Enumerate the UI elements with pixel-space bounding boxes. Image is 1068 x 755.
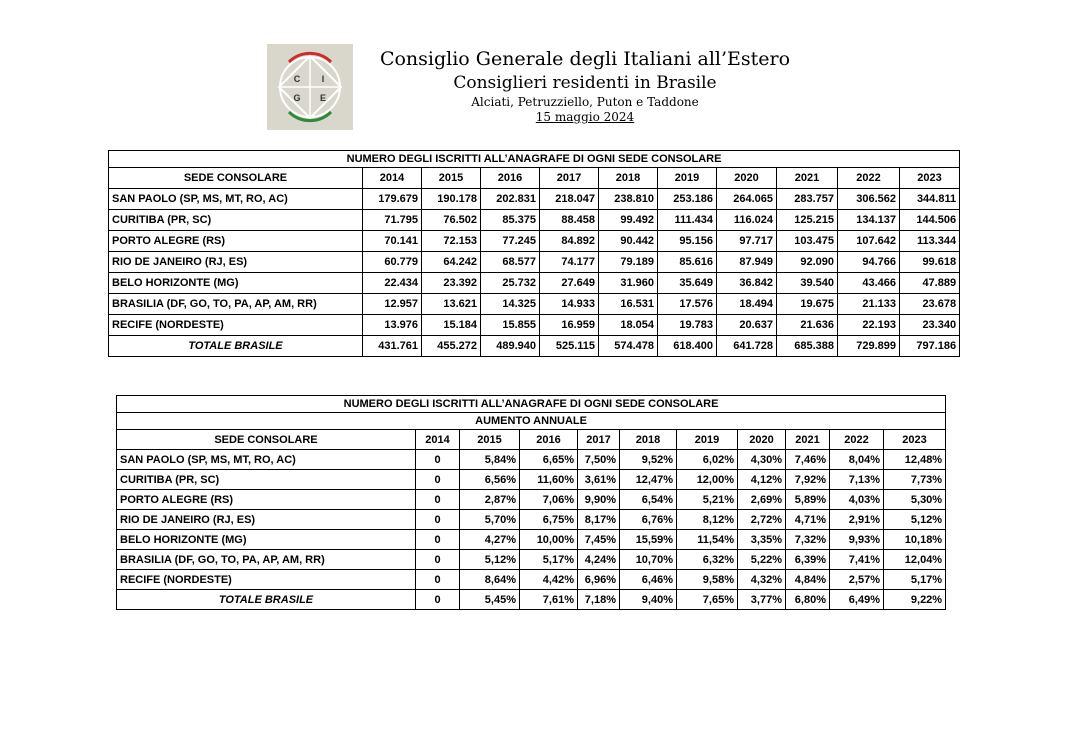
column-header: 2018 [620, 430, 677, 450]
value-cell: 22.434 [363, 273, 422, 294]
value-cell: 72.153 [422, 231, 481, 252]
column-header: 2018 [599, 168, 658, 189]
value-cell: 7,41% [830, 550, 884, 570]
value-cell: 12,47% [620, 470, 677, 490]
value-cell: 7,13% [830, 470, 884, 490]
value-cell: 0 [416, 570, 460, 590]
value-cell: 21.133 [838, 294, 900, 315]
value-cell: 12,48% [884, 450, 946, 470]
value-cell: 9,52% [620, 450, 677, 470]
value-cell: 10,18% [884, 530, 946, 550]
table-row [117, 530, 946, 550]
value-cell: 253.186 [658, 189, 717, 210]
value-cell: 74.177 [540, 252, 599, 273]
value-cell: 16.531 [599, 294, 658, 315]
total-value-cell: 5,45% [460, 590, 520, 610]
table-row [117, 450, 946, 470]
value-cell: 12.957 [363, 294, 422, 315]
value-cell: 10,00% [520, 530, 578, 550]
value-cell: 9,58% [677, 570, 738, 590]
value-cell: 9,90% [578, 490, 620, 510]
column-header: 2021 [777, 168, 838, 189]
value-cell: 2,72% [738, 510, 786, 530]
value-cell: 99.618 [900, 252, 960, 273]
value-cell: 264.065 [717, 189, 777, 210]
value-cell: 190.178 [422, 189, 481, 210]
total-value-cell: 7,65% [677, 590, 738, 610]
value-cell: 18.494 [717, 294, 777, 315]
value-cell: 7,92% [786, 470, 830, 490]
value-cell: 5,17% [520, 550, 578, 570]
value-cell: 0 [416, 550, 460, 570]
value-cell: 68.577 [481, 252, 540, 273]
value-cell: 43.466 [838, 273, 900, 294]
table-row [117, 550, 946, 570]
value-cell: 88.458 [540, 210, 599, 231]
column-header: 2020 [717, 168, 777, 189]
value-cell: 0 [416, 530, 460, 550]
value-cell: 79.189 [599, 252, 658, 273]
value-cell: 8,64% [460, 570, 520, 590]
value-cell: 5,70% [460, 510, 520, 530]
value-cell: 35.649 [658, 273, 717, 294]
value-cell: 10,70% [620, 550, 677, 570]
column-header: 2022 [830, 430, 884, 450]
value-cell: 7,73% [884, 470, 946, 490]
column-header: 2015 [460, 430, 520, 450]
table-row [117, 570, 946, 590]
value-cell: 2,91% [830, 510, 884, 530]
value-cell: 5,84% [460, 450, 520, 470]
total-value-cell: 729.899 [838, 336, 900, 357]
value-cell: 11,60% [520, 470, 578, 490]
value-cell: 116.024 [717, 210, 777, 231]
table-subtitle-row [117, 413, 946, 430]
table-subtitle: AUMENTO ANNUALE [117, 413, 946, 430]
value-cell: 85.616 [658, 252, 717, 273]
value-cell: 4,32% [738, 570, 786, 590]
total-label-cell: TOTALE BRASILE [109, 336, 363, 357]
value-cell: 7,46% [786, 450, 830, 470]
value-cell: 0 [416, 470, 460, 490]
value-cell: 7,45% [578, 530, 620, 550]
value-cell: 3,35% [738, 530, 786, 550]
value-cell: 103.475 [777, 231, 838, 252]
total-value-cell: 9,22% [884, 590, 946, 610]
total-value-cell: 7,18% [578, 590, 620, 610]
value-cell: 60.779 [363, 252, 422, 273]
table-row [117, 470, 946, 490]
value-cell: 8,04% [830, 450, 884, 470]
value-cell: 6,32% [677, 550, 738, 570]
value-cell: 6,46% [620, 570, 677, 590]
logo-letter-c: C [293, 74, 301, 84]
column-header: 2014 [363, 168, 422, 189]
value-cell: 202.831 [481, 189, 540, 210]
document-subtitle: Consiglieri residenti in Brasile [453, 73, 717, 93]
value-cell: 4,42% [520, 570, 578, 590]
value-cell: 7,32% [786, 530, 830, 550]
value-cell: 23.392 [422, 273, 481, 294]
value-cell: 70.141 [363, 231, 422, 252]
value-cell: 19.783 [658, 315, 717, 336]
total-value-cell: 6,49% [830, 590, 884, 610]
value-cell: 107.642 [838, 231, 900, 252]
value-cell: 5,30% [884, 490, 946, 510]
table-title: NUMERO DEGLI ISCRITTI ALL’ANAGRAFE DI OGNI SEDE CONSOLARE [109, 151, 960, 168]
registrations-table [108, 150, 960, 357]
annual-increase-table [116, 395, 946, 610]
value-cell: 16.959 [540, 315, 599, 336]
sede-name-cell: SAN PAOLO (SP, MS, MT, RO, AC) [117, 450, 416, 470]
table-title: NUMERO DEGLI ISCRITTI ALL’ANAGRAFE DI OGNI SEDE CONSOLARE [117, 396, 946, 413]
sede-name-cell: RECIFE (NORDESTE) [109, 315, 363, 336]
value-cell: 0 [416, 510, 460, 530]
total-value-cell: 0 [416, 590, 460, 610]
column-header: 2016 [520, 430, 578, 450]
value-cell: 6,56% [460, 470, 520, 490]
value-cell: 2,57% [830, 570, 884, 590]
document-authors: Alciati, Petruzziello, Puton e Taddone [471, 95, 699, 109]
total-row [117, 590, 946, 610]
total-value-cell: 797.186 [900, 336, 960, 357]
value-cell: 6,02% [677, 450, 738, 470]
table-title-row [109, 151, 960, 168]
logo-letter-i: I [321, 74, 325, 84]
value-cell: 22.193 [838, 315, 900, 336]
value-cell: 218.047 [540, 189, 599, 210]
document-date: 15 maggio 2024 [535, 110, 635, 124]
value-cell: 15.184 [422, 315, 481, 336]
table-title-row [117, 396, 946, 413]
value-cell: 6,65% [520, 450, 578, 470]
value-cell: 12,04% [884, 550, 946, 570]
column-header: 2021 [786, 430, 830, 450]
column-header: SEDE CONSOLARE [109, 168, 363, 189]
value-cell: 144.506 [900, 210, 960, 231]
total-row [109, 336, 960, 357]
value-cell: 5,22% [738, 550, 786, 570]
value-cell: 7,06% [520, 490, 578, 510]
value-cell: 9,93% [830, 530, 884, 550]
value-cell: 21.636 [777, 315, 838, 336]
value-cell: 6,76% [620, 510, 677, 530]
value-cell: 19.675 [777, 294, 838, 315]
column-header: 2015 [422, 168, 481, 189]
value-cell: 0 [416, 490, 460, 510]
value-cell: 134.137 [838, 210, 900, 231]
value-cell: 4,84% [786, 570, 830, 590]
logo-letter-e: E [319, 93, 327, 103]
value-cell: 0 [416, 450, 460, 470]
value-cell: 71.795 [363, 210, 422, 231]
total-value-cell: 641.728 [717, 336, 777, 357]
value-cell: 5,17% [884, 570, 946, 590]
value-cell: 4,12% [738, 470, 786, 490]
value-cell: 18.054 [599, 315, 658, 336]
value-cell: 76.502 [422, 210, 481, 231]
value-cell: 6,75% [520, 510, 578, 530]
value-cell: 23.678 [900, 294, 960, 315]
column-header: 2017 [540, 168, 599, 189]
value-cell: 111.434 [658, 210, 717, 231]
value-cell: 4,27% [460, 530, 520, 550]
table-row [117, 510, 946, 530]
value-cell: 27.649 [540, 273, 599, 294]
value-cell: 6,39% [786, 550, 830, 570]
value-cell: 4,03% [830, 490, 884, 510]
total-value-cell: 6,80% [786, 590, 830, 610]
value-cell: 306.562 [838, 189, 900, 210]
total-value-cell: 431.761 [363, 336, 422, 357]
sede-name-cell: PORTO ALEGRE (RS) [117, 490, 416, 510]
total-value-cell: 618.400 [658, 336, 717, 357]
total-value-cell: 489.940 [481, 336, 540, 357]
value-cell: 23.340 [900, 315, 960, 336]
table-row [109, 210, 960, 231]
value-cell: 64.242 [422, 252, 481, 273]
logo-letter-g: G [293, 93, 301, 103]
value-cell: 84.892 [540, 231, 599, 252]
value-cell: 25.732 [481, 273, 540, 294]
value-cell: 4,30% [738, 450, 786, 470]
column-header: 2014 [416, 430, 460, 450]
value-cell: 113.344 [900, 231, 960, 252]
value-cell: 14.933 [540, 294, 599, 315]
document-header [360, 46, 810, 125]
table-row [109, 294, 960, 315]
table-header-row [109, 168, 960, 189]
value-cell: 4,24% [578, 550, 620, 570]
value-cell: 5,12% [460, 550, 520, 570]
value-cell: 5,89% [786, 490, 830, 510]
value-cell: 36.842 [717, 273, 777, 294]
sede-name-cell: CURITIBA (PR, SC) [109, 210, 363, 231]
value-cell: 95.156 [658, 231, 717, 252]
value-cell: 85.375 [481, 210, 540, 231]
total-value-cell: 455.272 [422, 336, 481, 357]
sede-name-cell: BELO HORIZONTE (MG) [117, 530, 416, 550]
document-title: Consiglio Generale degli Italiani all’Estero [379, 48, 791, 70]
column-header: 2019 [658, 168, 717, 189]
value-cell: 179.679 [363, 189, 422, 210]
cgie-logo [267, 44, 353, 130]
value-cell: 17.576 [658, 294, 717, 315]
value-cell: 15,59% [620, 530, 677, 550]
value-cell: 6,96% [578, 570, 620, 590]
value-cell: 2,69% [738, 490, 786, 510]
value-cell: 99.492 [599, 210, 658, 231]
total-value-cell: 3,77% [738, 590, 786, 610]
value-cell: 8,17% [578, 510, 620, 530]
value-cell: 8,12% [677, 510, 738, 530]
value-cell: 15.855 [481, 315, 540, 336]
value-cell: 11,54% [677, 530, 738, 550]
total-label-cell: TOTALE BRASILE [117, 590, 416, 610]
sede-name-cell: BRASILIA (DF, GO, TO, PA, AP, AM, RR) [117, 550, 416, 570]
value-cell: 14.325 [481, 294, 540, 315]
value-cell: 13.976 [363, 315, 422, 336]
value-cell: 6,54% [620, 490, 677, 510]
value-cell: 4,71% [786, 510, 830, 530]
sede-name-cell: RECIFE (NORDESTE) [117, 570, 416, 590]
value-cell: 47.889 [900, 273, 960, 294]
value-cell: 5,12% [884, 510, 946, 530]
value-cell: 238.810 [599, 189, 658, 210]
table-row [117, 490, 946, 510]
table-row [109, 252, 960, 273]
value-cell: 13.621 [422, 294, 481, 315]
value-cell: 39.540 [777, 273, 838, 294]
total-value-cell: 7,61% [520, 590, 578, 610]
table-row [109, 315, 960, 336]
sede-name-cell: BELO HORIZONTE (MG) [109, 273, 363, 294]
sede-name-cell: RIO DE JANEIRO (RJ, ES) [117, 510, 416, 530]
value-cell: 94.766 [838, 252, 900, 273]
table-row [109, 273, 960, 294]
value-cell: 344.811 [900, 189, 960, 210]
column-header: 2023 [900, 168, 960, 189]
value-cell: 20.637 [717, 315, 777, 336]
sede-name-cell: RIO DE JANEIRO (RJ, ES) [109, 252, 363, 273]
sede-name-cell: CURITIBA (PR, SC) [117, 470, 416, 490]
total-value-cell: 525.115 [540, 336, 599, 357]
total-value-cell: 9,40% [620, 590, 677, 610]
cgie-emblem-icon [267, 44, 353, 130]
value-cell: 87.949 [717, 252, 777, 273]
value-cell: 92.090 [777, 252, 838, 273]
table-row [109, 189, 960, 210]
value-cell: 3,61% [578, 470, 620, 490]
sede-name-cell: PORTO ALEGRE (RS) [109, 231, 363, 252]
value-cell: 12,00% [677, 470, 738, 490]
column-header: 2023 [884, 430, 946, 450]
value-cell: 90.442 [599, 231, 658, 252]
value-cell: 77.245 [481, 231, 540, 252]
sede-name-cell: SAN PAOLO (SP, MS, MT, RO, AC) [109, 189, 363, 210]
column-header: 2019 [677, 430, 738, 450]
table-row [109, 231, 960, 252]
column-header: 2017 [578, 430, 620, 450]
value-cell: 5,21% [677, 490, 738, 510]
column-header: SEDE CONSOLARE [117, 430, 416, 450]
total-value-cell: 685.388 [777, 336, 838, 357]
column-header: 2020 [738, 430, 786, 450]
value-cell: 283.757 [777, 189, 838, 210]
column-header: 2022 [838, 168, 900, 189]
value-cell: 7,50% [578, 450, 620, 470]
value-cell: 31.960 [599, 273, 658, 294]
value-cell: 2,87% [460, 490, 520, 510]
column-header: 2016 [481, 168, 540, 189]
value-cell: 97.717 [717, 231, 777, 252]
sede-name-cell: BRASILIA (DF, GO, TO, PA, AP, AM, RR) [109, 294, 363, 315]
table-header-row [117, 430, 946, 450]
total-value-cell: 574.478 [599, 336, 658, 357]
value-cell: 125.215 [777, 210, 838, 231]
